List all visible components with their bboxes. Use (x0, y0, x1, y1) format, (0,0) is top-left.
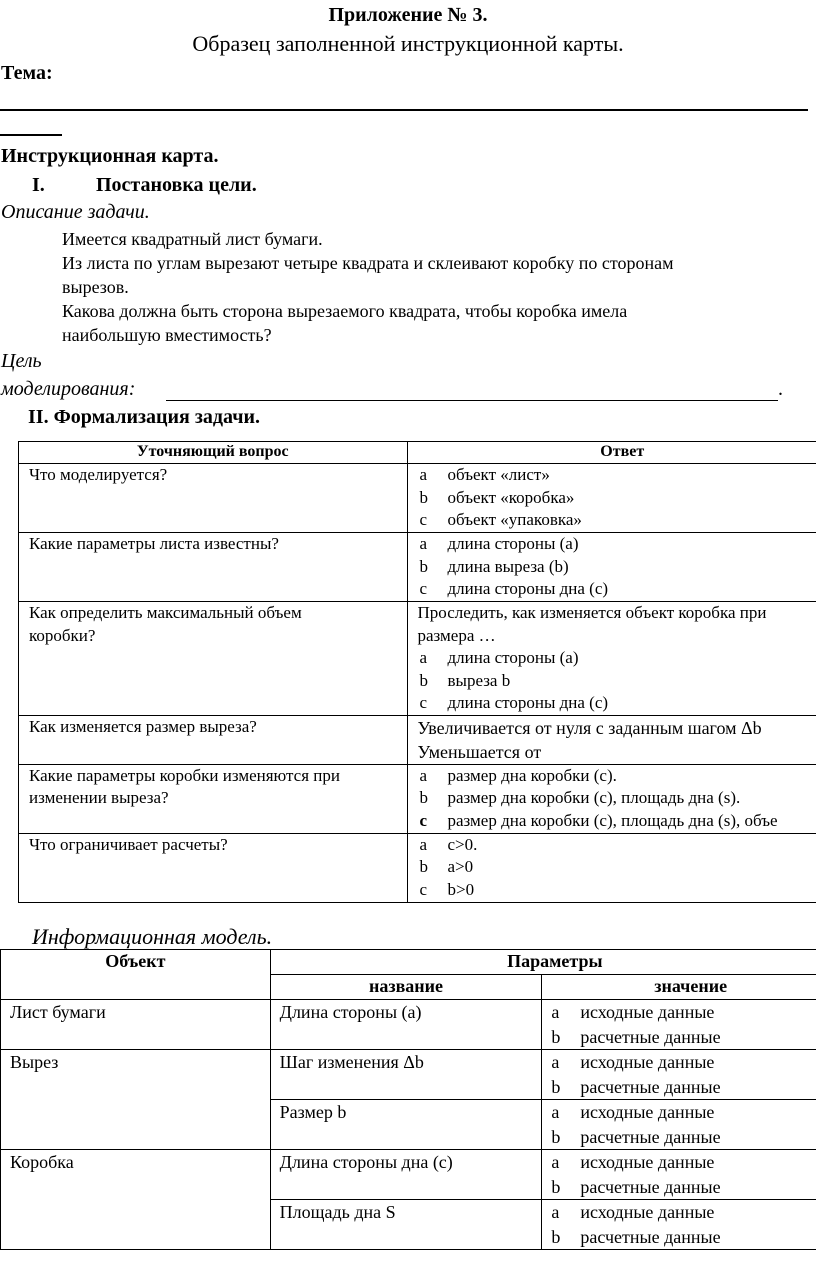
option-letter: b (419, 857, 428, 876)
option-letter: c (419, 693, 428, 712)
option-text: длина стороны дна (c) (447, 693, 609, 712)
option-letter: b (419, 487, 428, 507)
param-value-cell (542, 1050, 816, 1100)
value-option (542, 1025, 816, 1050)
theme-underline-continued (0, 134, 62, 136)
answer-option (408, 765, 816, 788)
answer-option (408, 578, 816, 601)
theme-underline (0, 109, 808, 111)
value-option (542, 1125, 816, 1150)
option-letter: b (551, 1076, 561, 1097)
answer-option (408, 834, 816, 857)
param-value-cell (542, 1100, 816, 1150)
question-text: коробки? (29, 625, 96, 645)
goal-end-period: . (778, 378, 783, 400)
column-header-params: Параметры (270, 950, 816, 975)
option-letter: a (419, 465, 428, 484)
value-option (542, 1150, 816, 1175)
option-letter: b (419, 670, 428, 690)
param-name-cell: Длина стороны (a) (270, 1000, 542, 1050)
appendix-title: Приложение № 3. (328, 4, 488, 26)
answer-option (408, 856, 816, 879)
section1-title: Постановка цели. (96, 174, 257, 196)
option-letter: a (419, 834, 428, 854)
table-header-row (1, 950, 816, 975)
option-letter: a (419, 648, 428, 667)
answer-option (408, 464, 816, 487)
object-cell: Коробка (1, 1150, 271, 1250)
option-text: длина выреза (b) (447, 556, 569, 576)
option-letter: c (419, 510, 428, 529)
question-text: Какие параметры листа известны? (29, 534, 279, 553)
table-row (1, 1000, 816, 1050)
table-row (19, 602, 816, 716)
goal-label-continued: моделирования: (1, 378, 136, 400)
object-cell: Лист бумаги (1, 1000, 271, 1050)
option-text: расчетные данные (580, 1226, 721, 1247)
table-row (19, 464, 816, 533)
object-cell: Вырез (1, 1050, 271, 1150)
option-letter: a (419, 765, 428, 785)
answer-option (408, 533, 816, 556)
value-option (542, 1100, 816, 1125)
task-line: Имеется квадратный лист бумаги. (62, 229, 323, 249)
option-text: расчетные данные (580, 1176, 721, 1197)
option-text: размер дна коробки (c), площадь дна (s), объе (447, 810, 778, 830)
goal-underline (166, 400, 778, 401)
value-option (542, 1000, 816, 1025)
answer-option (408, 810, 816, 833)
question-text: Как изменяется размер выреза? (29, 716, 257, 736)
task-line: Из листа по углам вырезают четыре квадрата и склеивают коробку по сторонам (62, 253, 674, 273)
answer-option (408, 692, 816, 715)
column-header-name: название (270, 975, 542, 1000)
param-value-cell (542, 1000, 816, 1050)
column-header-object: Объект (1, 950, 271, 1000)
task-description-label: Описание задачи. (1, 201, 150, 223)
answer-intro: Уменьшается от (417, 741, 542, 762)
answer-option (408, 647, 816, 670)
column-header-value: значение (542, 975, 816, 1000)
column-header: Ответ (407, 442, 816, 464)
option-text: исходные данные (580, 1102, 715, 1122)
table-row (19, 533, 816, 602)
answer-option (408, 487, 816, 510)
question-text: Как определить максимальный объем (29, 603, 302, 622)
option-letter: b (551, 1226, 561, 1247)
table-row (1, 1050, 816, 1100)
table-header-row (19, 442, 816, 464)
answer-option (408, 556, 816, 579)
option-letter: a (419, 534, 428, 553)
theme-label: Тема: (1, 62, 53, 84)
task-line: наибольшую вместимость? (62, 325, 272, 345)
option-text: длина стороны (a) (447, 534, 579, 553)
option-letter: b (551, 1126, 561, 1147)
option-text: размер дна коробки (c). (447, 765, 617, 785)
question-text: изменении выреза? (29, 788, 169, 807)
option-letter: a (551, 1052, 560, 1072)
option-text: a>0 (447, 857, 474, 876)
param-name-cell: Шаг изменения Δb (270, 1050, 542, 1100)
goal-label: Цель (1, 350, 42, 372)
question-text: Что моделируется? (29, 465, 168, 484)
answer-option (408, 509, 816, 532)
question-text: Какие параметры коробки изменяются при (29, 765, 340, 785)
option-text: выреза b (447, 670, 511, 690)
question-text: Что ограничивает расчеты? (29, 834, 228, 854)
value-option (542, 1225, 816, 1250)
answer-option (408, 787, 816, 810)
section1-number: I. (32, 174, 45, 196)
answer-intro: Проследить, как изменяется объект коробка при (417, 603, 767, 622)
value-option (542, 1200, 816, 1225)
option-text: размер дна коробки (c), площадь дна (s). (447, 788, 741, 807)
option-letter: a (551, 1002, 560, 1022)
option-text: длина стороны дна (c) (447, 579, 609, 598)
value-option (542, 1075, 816, 1100)
param-value-cell (542, 1200, 816, 1250)
task-line: вырезов. (62, 277, 129, 297)
option-text: расчетные данные (580, 1126, 721, 1147)
option-text: объект «лист» (447, 465, 550, 484)
option-text: исходные данные (580, 1152, 715, 1172)
option-text: исходные данные (580, 1052, 715, 1072)
param-name-cell: Площадь дна S (270, 1200, 542, 1250)
option-letter: b (419, 788, 428, 807)
option-letter: a (551, 1152, 560, 1172)
formalization-table (18, 441, 816, 903)
param-name-cell: Длина стороны дна (c) (270, 1150, 542, 1200)
option-text: длина стороны (a) (447, 648, 579, 667)
param-value-cell (542, 1150, 816, 1200)
column-header: Уточняющий вопрос (19, 442, 408, 464)
section2-title: II. Формализация задачи. (28, 406, 261, 428)
option-letter: a (551, 1102, 560, 1122)
option-text: объект «упаковка» (447, 510, 582, 529)
value-option (542, 1050, 816, 1075)
option-letter: b (551, 1176, 561, 1197)
info-model-table (0, 949, 816, 1250)
option-letter: c (419, 810, 428, 830)
answer-intro: размера … (417, 625, 496, 645)
value-option (542, 1175, 816, 1200)
answer-option (408, 879, 816, 902)
table-row (19, 764, 816, 833)
table-row (1, 1150, 816, 1200)
table-row (19, 833, 816, 902)
option-letter: a (551, 1202, 560, 1222)
option-text: исходные данные (580, 1202, 715, 1222)
document-subtitle: Образец заполненной инструкционной карты. (192, 31, 624, 56)
option-text: исходные данные (580, 1002, 715, 1022)
answer-option (408, 670, 816, 693)
option-letter: b (551, 1026, 561, 1047)
option-text: расчетные данные (580, 1026, 721, 1047)
option-text: расчетные данные (580, 1076, 721, 1097)
option-letter: b (419, 556, 428, 576)
answer-intro: Увеличивается от нуля с заданным шагом Δb (417, 717, 762, 738)
param-name-cell: Размер b (270, 1100, 542, 1150)
card-title: Инструкционная карта. (1, 145, 219, 167)
option-letter: c (419, 879, 428, 899)
table-row (19, 715, 816, 764)
option-text: b>0 (447, 879, 475, 899)
task-line: Какова должна быть сторона вырезаемого квадрата, чтобы коробка имела (62, 301, 628, 321)
option-text: c>0. (447, 834, 478, 854)
option-text: объект «коробка» (447, 487, 575, 507)
option-letter: c (419, 579, 428, 598)
info-model-label: Информационная модель. (32, 924, 273, 949)
